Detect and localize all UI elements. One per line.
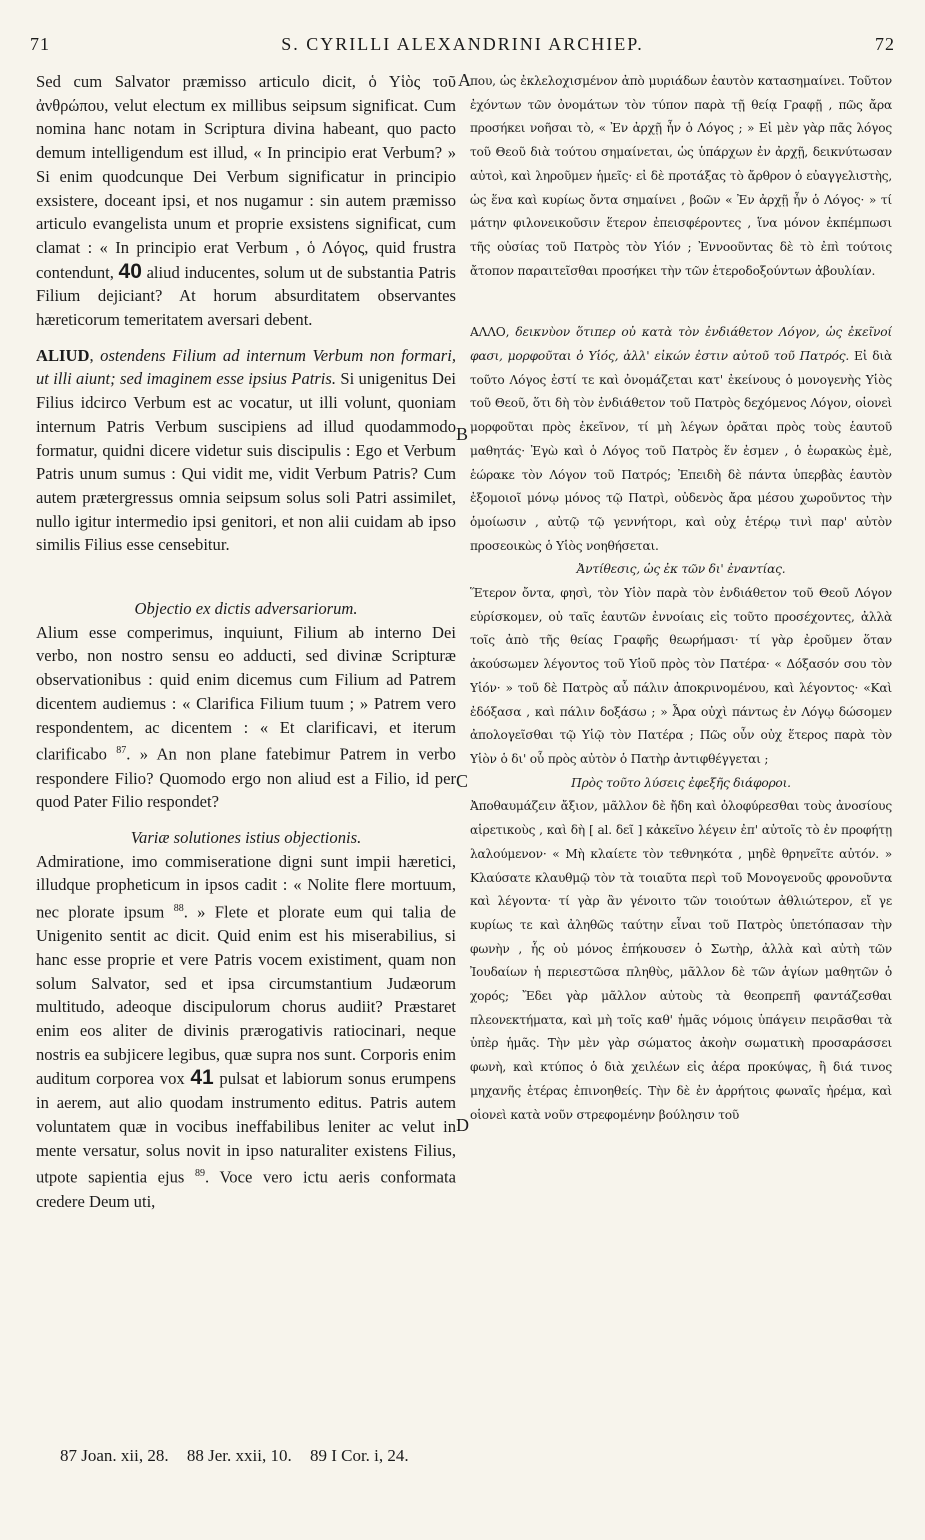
- margin-letter-a: A: [458, 70, 471, 90]
- greek-paragraph-1: που, ὡς ἐκλελοχισμένον ἀπὸ μυριάδων ἑαυτὸν κατασημαίνει. Τοῦτον ἐχόντων τῶν ὀνομάτων τὸν τύπον παρὰ τῇ θείᾳ Γραφῇ , πῶς ἄρα προσήκει νοῆσαι τὸ, « Ἐν ἀρχῇ ἦν ὁ Λόγος ; » Εἰ μὲν γὰρ πᾶς λόγος τοῦ Θεοῦ διὰ τούτου σημαίνεται, ὡς ὑπάρχων ἐν ἀρχῇ, δεικνύτωσαν αὐτοὶ, καὶ ληροῦμεν ἡμεῖς· εἰ δὲ προτάξας τὸ ἄρθρον ὁ εὐαγγελιστὴς, ὡς ἕνα καὶ κυρίως ὄντα σημαίνει , βοῶν « Ἐν ἀρχῇ ἦν ὁ Λόγος· » τί μάτην φιλονεικοῦσιν ἕτερον ἐπεισφέροντες , ἵνα μόνον ἐκπέμπωσι τῆς οὐσίας τοῦ Πατρὸς τὸν Υἱόν ; Ἐννοοῦντας δὲ τὸ ἐπὶ τούτοις ἄτοπον παραιτεῖσθαι προσήκει τὴν τῶν ἑτεροδοξούντων ἀβουλίαν.: [470, 74, 892, 278]
- footnote-ref-88: 88: [173, 903, 184, 915]
- latin-aliud-section: ALIUD, ostendens Filium ad internum Verbum non formari, ut illi aiunt; sed imaginem esse ipsius Patris. Si unigenitus Dei Filius idcirco Verbum est ac vocatur, ut illi volunt, quoniam internum Patris Verbum suscipiens ad illud quodammodo formatur, quidni dicere videtur suis discipulis : Ego et Verbum Patris unum sumus : Qui vidit me, vidit Verbum Patris? Cum autem prætergressus omnia seipsum solus soli Patri assimilet, nullo igitur intermedio ipsi genitori, et non alii cuidam ab ipso similis Filius esse censebitur.: [36, 345, 456, 555]
- section-heading-antithesis: Ἀντίθεσις, ὡς ἐκ τῶν δι' ἐναντίας.: [576, 562, 786, 577]
- section-title-aliud: ostendens Filium ad internum Verbum non formari, ut illi aiunt; sed imaginem esse ipsius Patris.: [36, 345, 456, 389]
- latin-text: Admiratione, imo commiseratione digni sunt impii hæretici, illudque propheticum in ipsos cadit : « Nolite flere mortuum, nec plorate ipsum: [36, 851, 456, 922]
- margin-letter-d: D: [456, 1115, 469, 1135]
- greek-allo-section: [470, 321, 892, 558]
- latin-text: Alium esse comperimus, inquiunt, Filium ab interno Dei verbo, non nostro sensu eo adducti, sed divinæ Scripturæ observationibus : quid enim dicemus cum Filium ad Patrem dicentem audiemus : « Clarifica Filium tuum ; » Patrem vero respondentem, ac dicentem : « Et clarificavi, et iterum clarificabo: [36, 622, 456, 764]
- greek-lyseis-text: Ἀποθαυμάζειν ἄξιον, μᾶλλον δὲ ἤδη καὶ ὀλοφύρεσθαι τοὺς ἀνοσίους αἱρετικοὺς , καὶ δὴ [ al. δεῖ ] κἀκεῖνο λέγειν ἐπ' αὐτοῖς τὸ ἐν προφήτῃ λαλούμενον· « Μὴ κλαίετε τὸν τεθνηκότα , μηδὲ θρηνεῖτε αὐτόν. » Κλαύσατε κλαυθμῷ τὸν τὰ τοιαῦτα περὶ τοῦ Μονογενοῦς φρονοῦντα καὶ λέγοντα· τί γὰρ ἂν γένοιτο τῶν τοιούτων ἀθλιώτερον, εἴ γε κυρίως τε καὶ ἀληθῶς ταύτην εἶναι τοῦ Πατρὸς ὑπετόπασαν τὴν φωνὴν , ἧς οὐ μόνος ἐπήκουσεν ὁ Σωτὴρ, ἀλλὰ καὶ αὐτὴ τῶν Ἰουδαίων ἡ περιεστῶσα πληθὺς, μᾶλλον δὲ τῶν ἁγίων μαθητῶν ὁ χορός; Ἔδει γὰρ μᾶλλον αὐτοὺς τὰ θεοπρεπῆ φαντάζεσθαι πλεονεκτήματα, καὶ μὴ τοῖς καθ' ἡμᾶς νόμοις ὑπάγειν πειρᾶσθαι τὰ ὑπὲρ ἡμᾶς. Τὴν μὲν γὰρ σώματος ἀκοὴν σωματικὴ προσαράσσει φωνὴ, καὶ κτύπος ὁ διὰ χειλέων εἰς ἀέρα προκύψας, ἢ διά τινος μηχανῆς ἑτέρας ἐπινοηθείς. Τὴν δὲ ἐν ἀρρήτοις φωναῖς ἠρέμα, καὶ οἱονεὶ κατὰ νοῦν στρεφομένην βούλησιν τοῦ: [470, 799, 892, 1122]
- latin-variae-text: [36, 850, 456, 1214]
- latin-text: . » An non plane fatebimur Patrem in verbo respondere Filio? Quomodo ergo non aliud est a Filio, id per quod Pater Filio respondet?: [36, 744, 456, 812]
- greek-column: [470, 70, 892, 1420]
- section-label-allo: ΑΛΛΟ,: [470, 325, 510, 340]
- latin-objectio-text: [36, 621, 456, 814]
- footnote-87: 87 Joan. xii, 28.: [60, 1446, 169, 1465]
- column-number-41: 41: [190, 1066, 214, 1090]
- latin-text: pulsat et labiorum sonus erumpens in aerem, aut alio quodam instrumento editus. Patris autem voluntatem quæ in vocibus ineffabilibus leniter ac velut in mente versatur, solus novit in ipso naturaliter existens Filius, utpote sapientia ejus: [36, 1069, 456, 1187]
- footnote-89: 89 I Cor. i, 24.: [309, 1446, 409, 1465]
- latin-paragraph-1: [36, 70, 456, 332]
- margin-letter-b: B: [456, 424, 469, 444]
- latin-text: . » Flete et plorate eum qui talia de Unigenito sentit ac dicit. Quid enim est his miserabilius, si hanc esse proprie et vere Patris vocem existiment, quam non solum Salvator, sed et ipsa circumstantium Judæorum multitudo, adeoque discipulorum chorus audiit? Præstaret enim eos aliter de divinis prærogativis ratiocinari, neque nostris ea subjicere legibus, quæ supra nos sunt. Corporis enim auditum corporea vox: [36, 902, 456, 1089]
- greek-antithesis-text: Ἕτερον ὄντα, φησὶ, τὸν Υἱὸν παρὰ τὸν ἐνδιάθετον τοῦ Θεοῦ Λόγον εὑρίσκομεν, οὐ ταῖς ἑαυτῶν ἐννοίαις εἰς τοῦτο προσέχοντες, ἀλλὰ τοῖς ἀπὸ τῆς θείας Γραφῆς θεωρήμασι· τί γὰρ ἐροῦμεν ὅταν ἀκούσωμεν λέγοντος τοῦ Υἱοῦ πρὸς τὸν Πατέρα· « Δόξασόν σου τὸν Υἱόν· » τοῦ δὲ Πατρὸς αὖ πάλιν ἀποκρινομένου, καὶ λέγοντος· «Καὶ ἐδόξασα , καὶ πάλιν δοξάσω ; » Ἆρα οὐχὶ πάντως ἐν Λόγῳ δώσομεν ἀπολογεῖσθαι τῷ Υἱῷ τὸν Πατέρα ; Πῶς οὖν οὐχ ἕτερος παρὰ τὸν Υἱὸν ὁ δι' οὗ πρὸς αὐτὸν ὁ Πατὴρ ἀντιφθέγγεται ;: [470, 586, 892, 766]
- footnote-88: 88 Jer. xxii, 10.: [186, 1446, 292, 1465]
- footnote-ref-89: 89: [195, 1168, 206, 1180]
- section-heading-lyseis: Πρὸς τοῦτο λύσεις ἐφεξῆς διάφοροι.: [571, 775, 791, 790]
- latin-text: . Voce vero ictu aeris conformata credere Deum uti,: [36, 1167, 456, 1211]
- page-number-right: 72: [875, 34, 895, 54]
- section-heading-variae: Variæ solutiones istius objectionis.: [130, 827, 362, 847]
- greek-text: Εἰ διὰ τοῦτο Λόγος ἐστί τε καὶ ὀνομάζεται κατ' ἐκείνους ὁ μονογενὴς Υἱὸς τοῦ Θεοῦ, ὅτι δὴ τὸν ἐνδιάθετον τοῦ Πατρὸς δεχόμενος Λόγον, οἱονεὶ μορφοῦται πρὸς ἐκεῖνον, τί μὴ λέγων ὁρᾶται πρὸς τοὺς ἑαυτοῦ μαθητάς· Ἐγὼ καὶ ὁ Λόγος τοῦ Πατρὸς ἕν ἐσμεν , ὁ ἑωρακὼς ἐμὲ, ἑώρακε τὸν Λόγον τοῦ Πατρός; Ἐπειδὴ δὲ πάντα ὑπερβὰς ἑαυτὸν ἐξομοιοῖ μόνῳ μόνος τῷ Πατρὶ, οὐδενὸς ἄρα μέσου χωροῦντος τὴν ὁμοίωσιν , αὐτῷ τῷ γεννήτορι, καὶ οὐχ ἑτέρῳ τινὶ παρ' αὐτὸν προσεοικὼς ὁ Υἱὸς νοηθήσεται.: [470, 349, 892, 553]
- footnotes: [60, 1446, 560, 1466]
- latin-text: Si unigenitus Dei Filius idcirco Verbum est ac vocatur, ut illi volunt, quoniam internum Patris Verbum suscipiens ad illud quodammodo formatur, quidni dicere videtur suis discipulis : Ego et Verbum Patris unum sumus : Qui vidit me, vidit Verbum Patris? Cum autem prætergressus omnia seipsum solus soli Patri assimilet, nullo igitur intermedio ipsi genitori, et non alii cuidam ab ipso similis Filius esse censebitur.: [36, 369, 456, 555]
- running-header: [30, 34, 895, 56]
- latin-text: aliud inducentes, solum ut de substantia Patris Filium dejiciant? At horum absurditatem observantes hæreticorum temeritatem aversari debent.: [36, 262, 456, 330]
- section-label-aliud: ALIUD: [36, 345, 90, 365]
- section-title-allo: δεικνὺον ὅτιπερ οὐ κατὰ τὸν ἐνδιάθετον Λόγον, ὡς ἐκεῖνοί φασι, μορφοῦται ὁ Υἱός, ἀλλ' εἰκών ἐστιν αὐτοῦ τοῦ Πατρός.: [470, 325, 892, 364]
- page-number-left: 71: [30, 34, 50, 54]
- latin-text: Sed cum Salvator præmisso articulo dicit, ὁ Υἱὸς τοῦ ἀνθρώπου, velut electum ex millibus seipsum significat. Cum nomina hanc notam in Scriptura divina habeant, quo pacto demum intelligendum est illud, « In principio erat Verbum? » Si enim quodcunque Dei Verbum significatur in principio exsistere, doceant ipsi, et nos nugamur : sin autem præmisso articulo evangelista unum et proprie exsistens significat, cum clamat : « In principio erat Verbum , ὁ Λόγος, quid frustra contendunt,: [36, 72, 456, 282]
- section-heading-objectio: Objectio ex dictis adversariorum.: [134, 599, 358, 619]
- latin-column: [36, 70, 456, 1420]
- footnote-ref-87: 87: [116, 745, 127, 757]
- column-number-40: 40: [118, 259, 142, 283]
- margin-letter-c: C: [456, 771, 469, 791]
- running-title: S. CYRILLI ALEXANDRINI ARCHIEP.: [281, 34, 644, 54]
